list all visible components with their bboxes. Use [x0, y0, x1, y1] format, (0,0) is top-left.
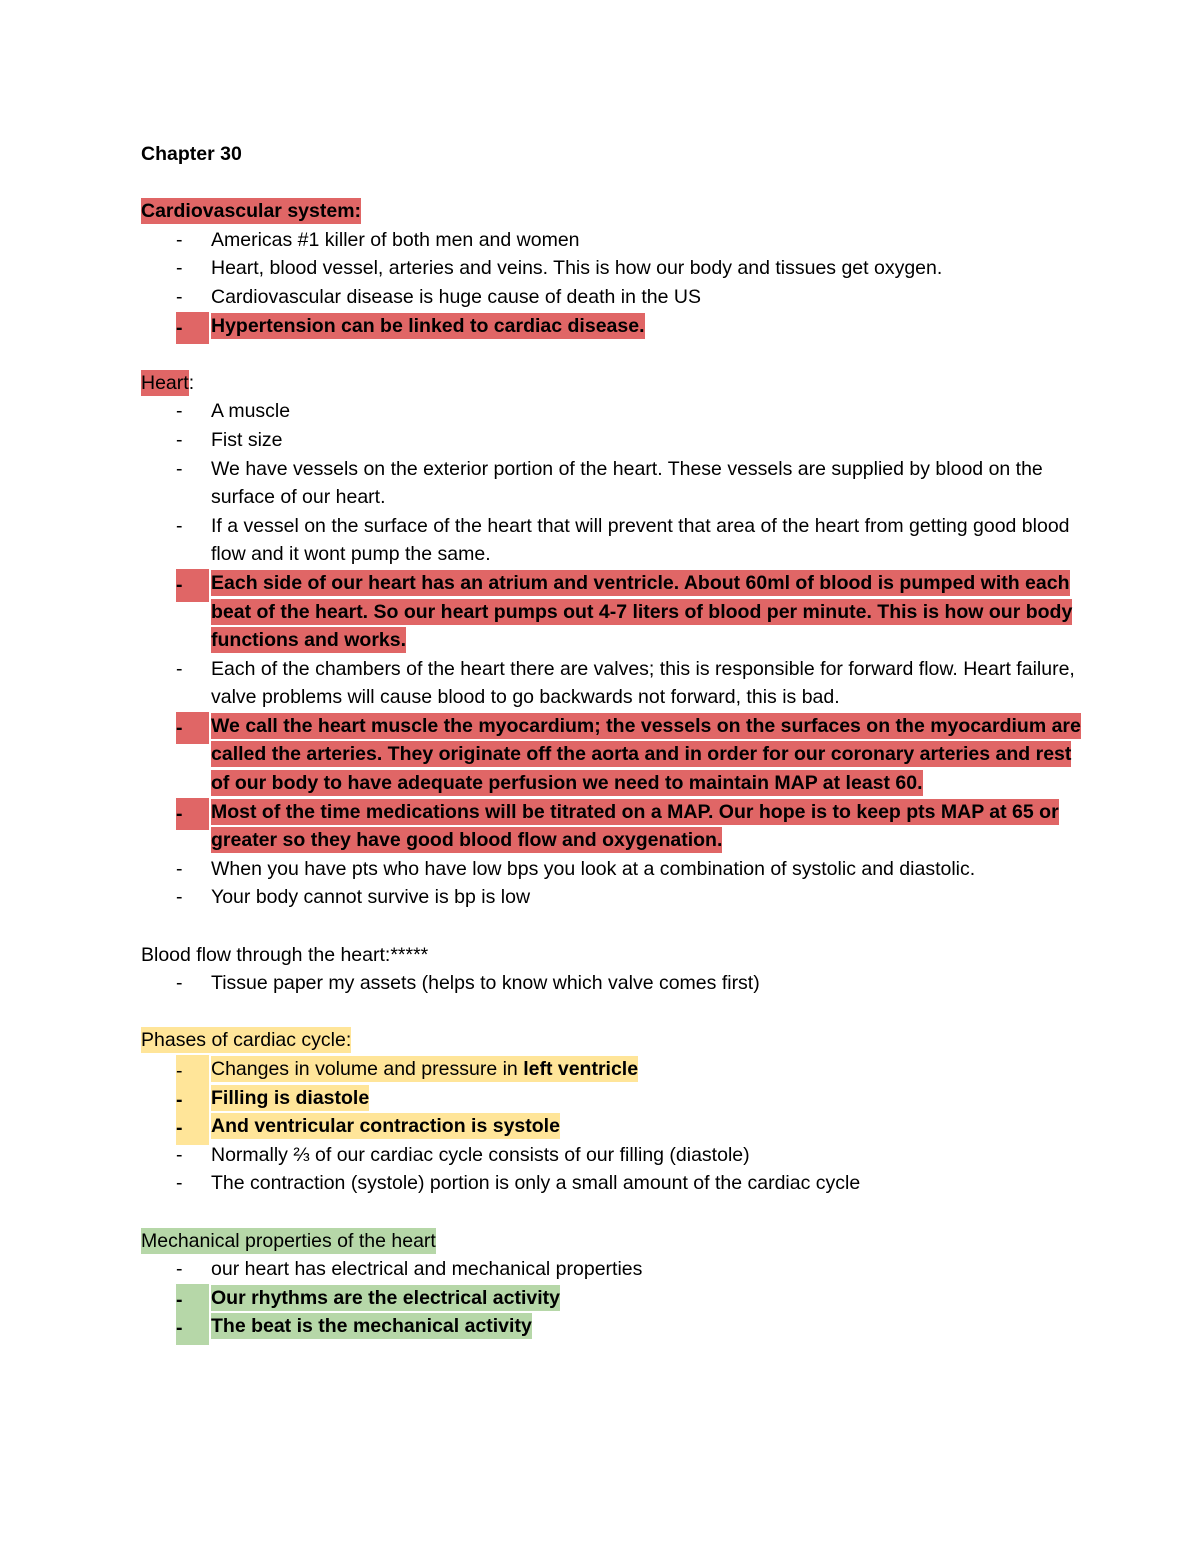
section-heading-cardiovascular: Cardiovascular system: [141, 200, 362, 223]
list-item-highlighted: - And ventricular contraction is systole [141, 1112, 1081, 1141]
section-heading-phases: Phases of cardiac cycle: [141, 1029, 352, 1052]
list-item: - Americas #1 killer of both men and women [176, 228, 580, 251]
list-item: - A muscle [176, 400, 291, 423]
list-item: - When you have pts who have low bps you look at a combination of systolic and diastolic. [176, 857, 976, 880]
list-item: - Fist size [176, 428, 283, 451]
list-item-highlighted: - Filling is diastole [141, 1084, 1081, 1113]
document-body [141, 140, 1081, 1341]
list-item-highlighted: - Hypertension can be linked to cardiac disease. [141, 312, 1081, 341]
section-heading-mechanical: Mechanical properties of the heart [141, 1229, 436, 1252]
list-item: - Normally ⅔ of our cardiac cycle consists of our filling (diastole) [176, 1143, 750, 1166]
section-heading-heart: Heart: [141, 371, 195, 394]
list-item-highlighted: - Our rhythms are the electrical activity [141, 1284, 1081, 1313]
section-heading-blood-flow: Blood flow through the heart:***** [141, 943, 429, 966]
list-item: - Cardiovascular disease is huge cause of death in the US [176, 285, 701, 308]
list-item-highlighted: - Each side of our heart has an atrium and ventricle. About 60ml of blood is pumped with each beat of the heart. So our heart pumps out 4-7 liters of blood per minute. This is how our body functions and works. [141, 569, 1081, 655]
list-item-highlighted: - The beat is the mechanical activity [141, 1312, 1081, 1341]
page-title: Chapter 30 [141, 143, 242, 165]
list-item: - Tissue paper my assets (helps to know which valve comes first) [176, 972, 760, 995]
list-item: - our heart has electrical and mechanical properties [176, 1258, 643, 1281]
list-item-highlighted: - Most of the time medications will be titrated on a MAP. Our hope is to keep pts MAP at 65 or greater so they have good blood flow and oxygenation. [141, 798, 1081, 855]
list-item: - We have vessels on the exterior portion of the heart. These vessels are supplied by blood on the surface of our heart. [176, 457, 1043, 509]
list-item-highlighted: - Changes in volume and pressure in left ventricle [141, 1055, 1081, 1084]
list-item: - Your body cannot survive is bp is low [176, 886, 531, 909]
list-item: - Heart, blood vessel, arteries and veins. This is how our body and tissues get oxygen. [176, 257, 943, 280]
list-item: - The contraction (systole) portion is only a small amount of the cardiac cycle [176, 1172, 861, 1195]
list-item: - Each of the chambers of the heart there are valves; this is responsible for forward flow. Heart failure, valve problems will cause blood to go backwards not forward, this is bad. [176, 657, 1075, 709]
list-item-highlighted: - We call the heart muscle the myocardium; the vessels on the surfaces on the myocardium are called the arteries. They originate off the aorta and in order for our coronary arteries and rest of our body to have adequate perfusion we need to maintain MAP at least 60. [141, 712, 1081, 798]
list-item: - If a vessel on the surface of the heart that will prevent that area of the heart from getting good blood flow and it wont pump the same. [176, 514, 1070, 566]
